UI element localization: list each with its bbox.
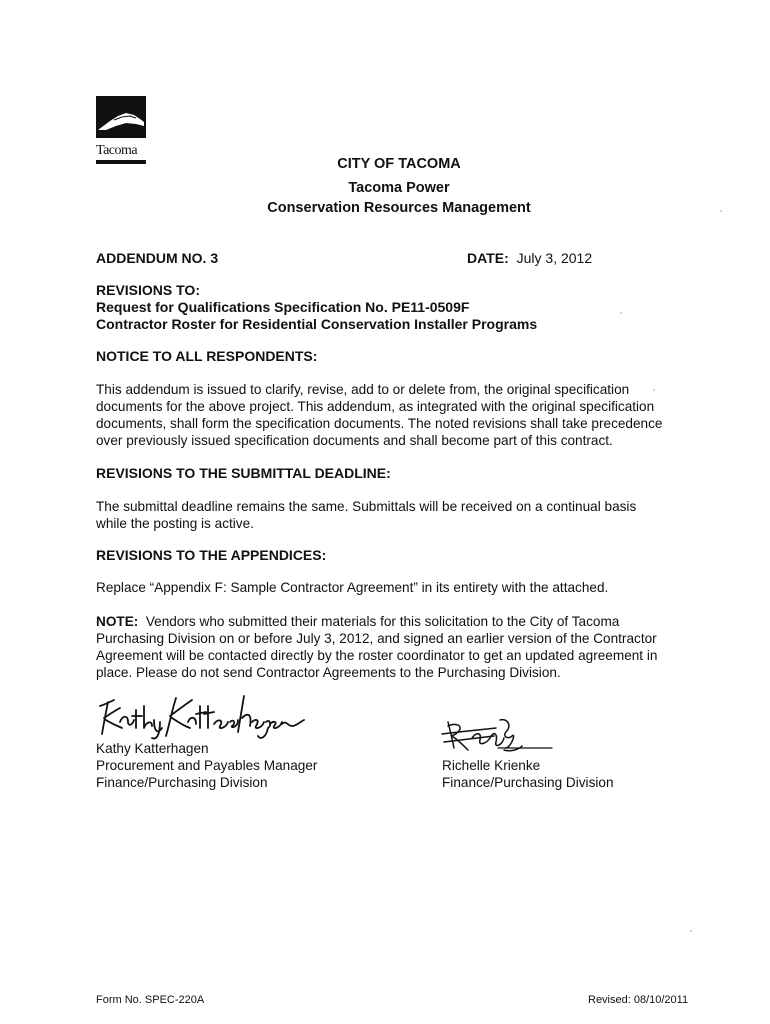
right-signatory-division: Finance/Purchasing Division (442, 775, 614, 790)
notice-line: This addendum is issued to clarify, revise, add to or delete from, the original specification (96, 382, 630, 397)
left-signatory-title: Procurement and Payables Manager (96, 758, 318, 773)
notice-line: over previously issued specification documents and shall become part of this contract. (96, 433, 613, 448)
city-title: CITY OF TACOMA (337, 156, 461, 172)
mountain-icon (96, 96, 146, 138)
form-number: Form No. SPEC-220A (96, 994, 205, 1006)
revised-date: Revised: 08/10/2011 (588, 994, 689, 1006)
left-signatory-block (96, 740, 317, 791)
revisions-to-section (96, 282, 537, 333)
logo-wordmark: Tacoma (96, 143, 138, 158)
date-value: July 3, 2012 (516, 250, 593, 266)
note-first-line (96, 613, 716, 630)
submittal-heading: REVISIONS TO THE SUBMITTAL DEADLINE: (96, 465, 391, 481)
notice-line: documents for the above project. This addendum, as integrated with the original specification (96, 399, 655, 414)
submittal-paragraph (96, 498, 716, 532)
notice-heading: NOTICE TO ALL RESPONDENTS: (96, 348, 318, 364)
rfq-title-line: Contractor Roster for Residential Conservation Installer Programs (96, 316, 538, 332)
note-label: NOTE: (96, 614, 139, 629)
right-signatory-block (442, 757, 614, 791)
note-paragraph (96, 613, 716, 681)
signature-krienke (438, 716, 558, 761)
submittal-line: The submittal deadline remains the same. Submittals will be received on a continual basis (96, 499, 637, 514)
right-signatory-name: Richelle Krienke (442, 758, 541, 773)
appendices-text: Replace “Appendix F: Sample Contractor Agreement” in its entirety with the attached. (96, 580, 609, 595)
scan-speck (620, 312, 622, 314)
scan-speck (690, 930, 692, 932)
date-label: DATE: (467, 250, 509, 266)
left-signatory-division: Finance/Purchasing Division (96, 775, 268, 790)
appendices-heading: REVISIONS TO THE APPENDICES: (96, 547, 327, 563)
notice-line: documents, shall form the specification documents. The noted revisions shall take precedence (96, 416, 663, 431)
note-line: Purchasing Division on or before July 3, 2012, and signed an earlier version of the Contractor (96, 631, 657, 646)
note-line: Agreement will be contacted directly by the roster coordinator to get an updated agreement in (96, 648, 658, 663)
note-line: place. Please do not send Contractor Agreements to the Purchasing Division. (96, 665, 561, 680)
date-line (467, 250, 592, 266)
signature-katterhagen (96, 692, 306, 747)
division-title: Conservation Resources Management (267, 200, 531, 216)
scan-speck (720, 210, 722, 212)
left-signatory-name: Kathy Katterhagen (96, 741, 209, 756)
scan-speck (653, 389, 655, 391)
notice-paragraph (96, 381, 716, 449)
department-title: Tacoma Power (348, 180, 450, 196)
submittal-line: while the posting is active. (96, 516, 254, 531)
rfq-spec-line: Request for Qualifications Specification No. PE11-0509F (96, 299, 470, 315)
addendum-number: ADDENDUM NO. 3 (96, 250, 219, 266)
revisions-to-heading: REVISIONS TO: (96, 282, 200, 298)
tacoma-logo (96, 96, 146, 164)
note-line: Vendors who submitted their materials for this solicitation to the City of Tacoma (138, 614, 620, 629)
